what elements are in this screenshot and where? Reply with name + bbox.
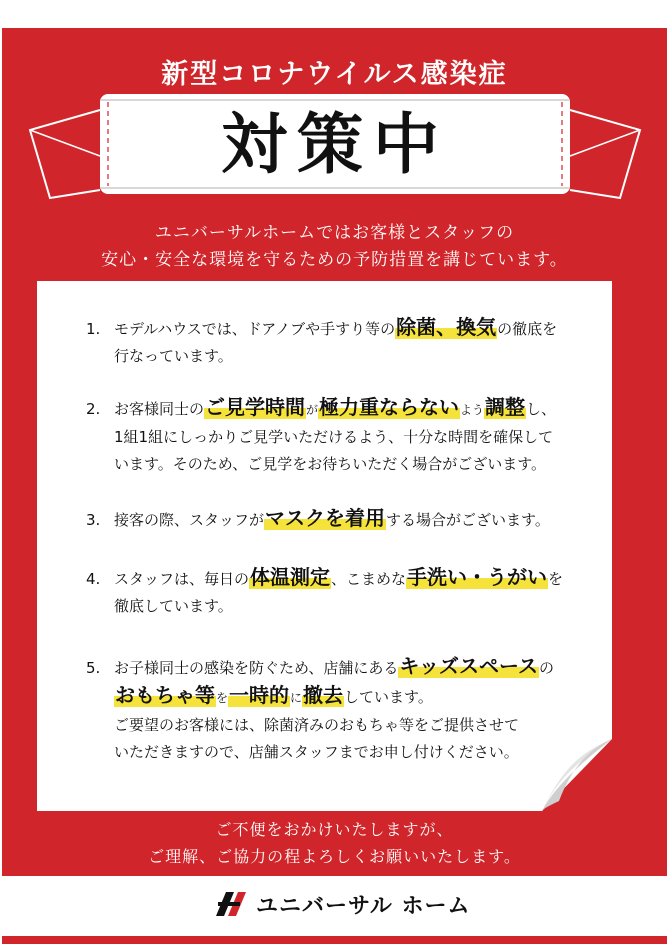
item-text: 行なっています。 [114, 347, 233, 365]
list-item-3 [86, 505, 582, 534]
logo-mark-icon [214, 890, 248, 918]
closing-line1: ご不便をおかけいたしますが、 [215, 820, 454, 839]
item-text: に [290, 691, 303, 705]
item-text: し、 [526, 400, 557, 418]
item-text: お子様同士の感染を防ぐため、店舗にある [114, 659, 399, 677]
footer-band [2, 876, 667, 936]
item-text: しています。 [344, 688, 433, 706]
item-text: 、こまめな [331, 570, 407, 588]
item-text: います。そのため、ご見学をお待ちいただく場合がございます。 [114, 455, 547, 473]
item-text: モデルハウスでは、ドアノブや手すり等の [114, 320, 396, 338]
highlight: 除菌、換気 [396, 315, 497, 339]
highlight: マスクを着用 [265, 506, 386, 530]
item-text: スタッフは、毎日の [114, 570, 250, 588]
highlight: 極力重ならない [319, 395, 460, 419]
item-text: を [548, 570, 564, 588]
item-number: 5. [86, 659, 101, 677]
item-text: の [539, 659, 555, 677]
mask-graphic [2, 88, 667, 238]
highlight: 一時的 [229, 683, 290, 707]
item-text: の徹底を [497, 320, 558, 338]
item-text: よう [460, 403, 485, 417]
highlight: キッズスペース [399, 654, 539, 678]
subtitle-line1: ユニバーサルホームではお客様とスタッフの [154, 223, 515, 243]
item-text: いただきますので、店舗スタッフまでお申し付けください。 [114, 743, 519, 761]
highlight: 体温測定 [250, 565, 331, 589]
main-title: 対策中 [221, 106, 449, 183]
list-item-1 [86, 314, 582, 370]
item-text: が [306, 403, 319, 417]
item-text: を [216, 691, 229, 705]
mask-body [100, 94, 570, 194]
list-item-2 [86, 394, 582, 478]
logo-text: ユニバーサル ホーム [256, 893, 471, 919]
poster [2, 28, 667, 944]
subtitle-line2: 安心・安全な環境を守るための予防措置を講じています。 [101, 250, 568, 270]
highlight: 手洗い・うがい [407, 565, 548, 589]
list-item-4 [86, 564, 582, 620]
highlight: おもちゃ等 [115, 683, 215, 707]
notice-paper [37, 281, 612, 811]
company-logo [214, 888, 471, 920]
item-number: 2. [86, 400, 101, 418]
item-text: 1組1組にしっかりご見学いただけるよう、十分な時間を確保して [114, 428, 554, 446]
item-number: 1. [86, 320, 101, 338]
highlight: ご見学時間 [205, 395, 306, 419]
highlight: 撤去 [303, 683, 344, 707]
closing-line2: ご理解、ご協力の程よろしくお願いいたします。 [148, 847, 521, 866]
item-number: 4. [86, 570, 101, 588]
highlight: 調整 [485, 395, 526, 419]
item-text: お客様同士の [114, 400, 205, 418]
item-text: ご要望のお客様には、除菌済みのおもちゃ等をご提供させて [114, 716, 520, 734]
closing-message [2, 816, 667, 870]
item-text: する場合がございます。 [386, 511, 550, 529]
header-title: 新型コロナウイルス感染症 [161, 59, 508, 90]
list-item-5 [86, 653, 582, 766]
item-text: 徹底しています。 [114, 597, 233, 615]
subtitle [2, 220, 667, 274]
item-text: 接客の際、スタッフが [114, 511, 265, 529]
item-number: 3. [86, 511, 101, 529]
